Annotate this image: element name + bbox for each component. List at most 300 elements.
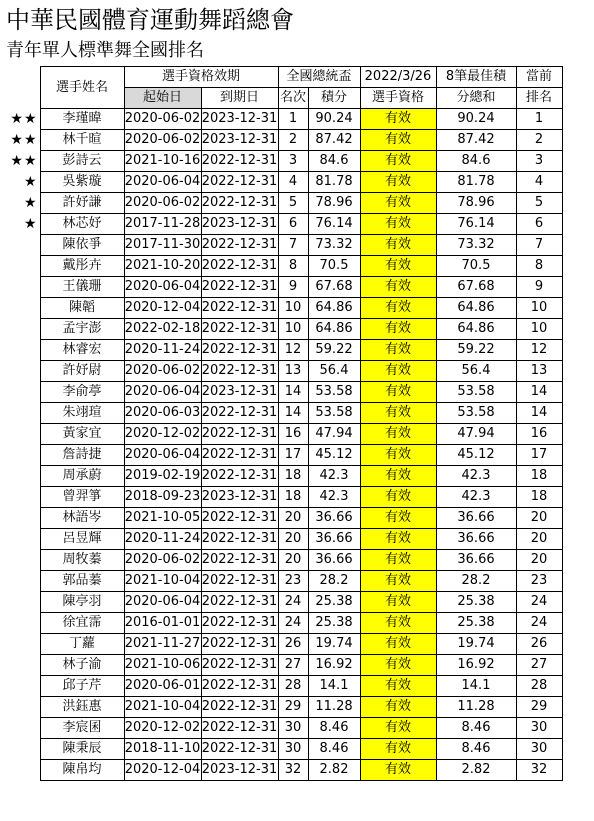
national-rank: 7 [278,235,308,256]
star-rating [4,676,40,697]
current-rank: 30 [516,739,562,760]
status-badge: 有效 [360,676,436,697]
star-rating [4,466,40,487]
star-rating [4,571,40,592]
player-name: 孟宇澎 [40,319,124,340]
current-rank: 1 [516,109,562,130]
player-name: 林子渝 [40,655,124,676]
player-name: 王儀珊 [40,277,124,298]
national-points: 36.66 [308,508,360,529]
header-start: 起始日 [124,88,201,109]
star-rating [4,739,40,760]
current-rank: 20 [516,550,562,571]
star-rating [4,487,40,508]
end-date: 2022-12-31 [201,193,278,214]
current-rank: 24 [516,613,562,634]
start-date: 2017-11-28 [124,214,201,235]
national-points: 78.96 [308,193,360,214]
table-body [4,109,562,781]
start-date: 2020-06-03 [124,403,201,424]
best8-total: 53.58 [436,403,516,424]
player-name: 曾羿箏 [40,487,124,508]
national-points: 36.66 [308,550,360,571]
status-badge: 有效 [360,277,436,298]
national-rank: 1 [278,109,308,130]
header-rank: 名次 [278,88,308,109]
start-date: 2021-10-16 [124,151,201,172]
star-rating [4,718,40,739]
header-points: 積分 [308,88,360,109]
best8-total: 53.58 [436,382,516,403]
national-rank: 2 [278,130,308,151]
table-row [4,571,562,592]
start-date: 2021-10-04 [124,571,201,592]
status-badge: 有效 [360,739,436,760]
star-rating [4,760,40,781]
best8-total: 36.66 [436,529,516,550]
best8-total: 67.68 [436,277,516,298]
current-rank: 9 [516,277,562,298]
status-badge: 有效 [360,382,436,403]
status-badge: 有效 [360,256,436,277]
current-rank: 17 [516,445,562,466]
end-date: 2022-12-31 [201,571,278,592]
status-badge: 有效 [360,529,436,550]
national-points: 28.2 [308,571,360,592]
status-badge: 有效 [360,151,436,172]
star-rating [4,424,40,445]
start-date: 2020-06-02 [124,109,201,130]
end-date: 2022-12-31 [201,298,278,319]
national-rank: 27 [278,655,308,676]
end-date: 2022-12-31 [201,319,278,340]
table-row [4,235,562,256]
national-rank: 18 [278,487,308,508]
end-date: 2022-12-31 [201,592,278,613]
national-points: 47.94 [308,424,360,445]
best8-total: 70.5 [436,256,516,277]
table-row [4,298,562,319]
current-rank: 8 [516,256,562,277]
best8-total: 42.3 [436,487,516,508]
national-rank: 24 [278,592,308,613]
player-name: 丁蘿 [40,634,124,655]
star-rating: ★ [23,174,38,190]
best8-total: 81.78 [436,172,516,193]
national-rank: 23 [278,571,308,592]
table-row [4,193,562,214]
start-date: 2018-09-23 [124,487,201,508]
player-name: 周牧蓁 [40,550,124,571]
best8-total: 87.42 [436,130,516,151]
start-date: 2020-12-04 [124,298,201,319]
best8-total: 16.92 [436,655,516,676]
end-date: 2022-12-31 [201,466,278,487]
current-rank: 30 [516,718,562,739]
header-status: 選手資格 [360,88,436,109]
national-points: 36.66 [308,529,360,550]
table-row [4,466,562,487]
status-badge: 有效 [360,298,436,319]
header-name: 選手姓名 [40,67,124,109]
end-date: 2022-12-31 [201,445,278,466]
best8-total: 36.66 [436,550,516,571]
national-rank: 4 [278,172,308,193]
page-subtitle: 青年單人標準舞全國排名 [6,40,204,61]
start-date: 2021-10-20 [124,256,201,277]
star-rating [4,256,40,277]
table-row [4,487,562,508]
end-date: 2022-12-31 [201,655,278,676]
national-rank: 20 [278,508,308,529]
table-row [4,403,562,424]
status-badge: 有效 [360,613,436,634]
national-rank: 9 [278,277,308,298]
status-badge: 有效 [360,760,436,781]
start-date: 2020-06-02 [124,193,201,214]
end-date: 2022-12-31 [201,361,278,382]
end-date: 2022-12-31 [201,340,278,361]
status-badge: 有效 [360,487,436,508]
star-rating: ★★ [10,111,38,127]
current-rank: 10 [516,298,562,319]
current-rank: 32 [516,760,562,781]
player-name: 朱翊瑄 [40,403,124,424]
status-badge: 有效 [360,571,436,592]
current-rank: 20 [516,529,562,550]
national-points: 70.5 [308,256,360,277]
national-points: 25.38 [308,592,360,613]
player-name: 戴彤卉 [40,256,124,277]
best8-total: 19.74 [436,634,516,655]
national-points: 14.1 [308,676,360,697]
player-name: 陳亭羽 [40,592,124,613]
player-name: 洪鈺惠 [40,697,124,718]
table-row [4,697,562,718]
end-date: 2022-12-31 [201,676,278,697]
best8-total: 42.3 [436,466,516,487]
start-date: 2020-06-04 [124,172,201,193]
star-rating [4,697,40,718]
status-badge: 有效 [360,718,436,739]
national-rank: 29 [278,697,308,718]
star-header-spacer [4,67,40,109]
end-date: 2022-12-31 [201,529,278,550]
star-rating [4,634,40,655]
header-end: 到期日 [201,88,278,109]
current-rank: 14 [516,403,562,424]
national-points: 64.86 [308,319,360,340]
national-rank: 28 [278,676,308,697]
star-rating [4,340,40,361]
current-rank: 14 [516,382,562,403]
national-points: 53.58 [308,403,360,424]
star-rating [4,592,40,613]
current-rank: 18 [516,466,562,487]
national-rank: 20 [278,529,308,550]
national-rank: 5 [278,193,308,214]
best8-total: 11.28 [436,697,516,718]
current-rank: 16 [516,424,562,445]
best8-total: 90.24 [436,109,516,130]
start-date: 2020-12-02 [124,718,201,739]
table-row [4,655,562,676]
national-rank: 17 [278,445,308,466]
table-row [4,739,562,760]
star-rating [4,655,40,676]
national-points: 84.6 [308,151,360,172]
national-rank: 30 [278,718,308,739]
national-rank: 13 [278,361,308,382]
player-name: 陳帛均 [40,760,124,781]
national-points: 19.74 [308,634,360,655]
start-date: 2021-10-05 [124,508,201,529]
national-points: 59.22 [308,340,360,361]
star-rating: ★★ [10,153,38,169]
national-points: 8.46 [308,739,360,760]
table-row [4,256,562,277]
star-rating [4,445,40,466]
start-date: 2021-11-27 [124,634,201,655]
national-points: 16.92 [308,655,360,676]
player-name: 林芯妤 [40,214,124,235]
national-rank: 12 [278,340,308,361]
best8-total: 28.2 [436,571,516,592]
table-row [4,151,562,172]
status-badge: 有效 [360,424,436,445]
current-rank: 13 [516,361,562,382]
status-badge: 有效 [360,697,436,718]
current-rank: 26 [516,634,562,655]
header-best8-line2: 分總和 [436,88,516,109]
table-row [4,277,562,298]
table-row [4,172,562,193]
start-date: 2021-10-06 [124,655,201,676]
start-date: 2020-06-02 [124,130,201,151]
star-rating [4,235,40,256]
national-points: 42.3 [308,466,360,487]
status-badge: 有效 [360,193,436,214]
national-points: 53.58 [308,382,360,403]
end-date: 2022-12-31 [201,613,278,634]
player-name: 林睿宏 [40,340,124,361]
star-rating [4,403,40,424]
national-rank: 18 [278,466,308,487]
start-date: 2022-02-18 [124,319,201,340]
status-badge: 有效 [360,466,436,487]
table-row [4,214,562,235]
table-row [4,424,562,445]
status-badge: 有效 [360,634,436,655]
current-rank: 24 [516,592,562,613]
header-best8-line1: 8筆最佳積 [436,67,516,88]
end-date: 2023-12-31 [201,109,278,130]
end-date: 2022-12-31 [201,277,278,298]
start-date: 2020-06-02 [124,361,201,382]
end-date: 2023-12-31 [201,130,278,151]
national-points: 76.14 [308,214,360,235]
best8-total: 45.12 [436,445,516,466]
current-rank: 6 [516,214,562,235]
table-row [4,613,562,634]
table-row [4,109,562,130]
status-badge: 有效 [360,508,436,529]
player-name: 周承蔚 [40,466,124,487]
national-rank: 30 [278,739,308,760]
current-rank: 27 [516,655,562,676]
best8-total: 84.6 [436,151,516,172]
table-row [4,361,562,382]
player-name: 吳紫璇 [40,172,124,193]
player-name: 郭品蓁 [40,571,124,592]
best8-total: 73.32 [436,235,516,256]
national-points: 11.28 [308,697,360,718]
player-name: 陳韜 [40,298,124,319]
national-points: 81.78 [308,172,360,193]
current-rank: 18 [516,487,562,508]
player-name: 陳秉辰 [40,739,124,760]
status-badge: 有效 [360,592,436,613]
end-date: 2022-12-31 [201,172,278,193]
end-date: 2022-12-31 [201,550,278,571]
header-national: 全國總統盃 [278,67,360,88]
end-date: 2022-12-31 [201,151,278,172]
best8-total: 25.38 [436,592,516,613]
national-points: 67.68 [308,277,360,298]
star-rating: ★★ [10,132,38,148]
start-date: 2020-11-24 [124,529,201,550]
player-name: 林千暄 [40,130,124,151]
current-rank: 23 [516,571,562,592]
table-row [4,676,562,697]
national-points: 90.24 [308,109,360,130]
star-rating [4,319,40,340]
national-rank: 26 [278,634,308,655]
status-badge: 有效 [360,235,436,256]
best8-total: 76.14 [436,214,516,235]
national-points: 73.32 [308,235,360,256]
best8-total: 59.22 [436,340,516,361]
player-name: 許妤謙 [40,193,124,214]
national-points: 25.38 [308,613,360,634]
player-name: 林語岑 [40,508,124,529]
end-date: 2022-12-31 [201,235,278,256]
table-row [4,508,562,529]
table-row [4,634,562,655]
national-rank: 8 [278,256,308,277]
best8-total: 64.86 [436,298,516,319]
player-name: 李宸囷 [40,718,124,739]
national-points: 8.46 [308,718,360,739]
national-rank: 10 [278,298,308,319]
current-rank: 3 [516,151,562,172]
status-badge: 有效 [360,655,436,676]
start-date: 2020-06-04 [124,382,201,403]
end-date: 2022-12-31 [201,424,278,445]
current-rank: 5 [516,193,562,214]
start-date: 2021-10-04 [124,697,201,718]
star-rating [4,298,40,319]
end-date: 2023-12-31 [201,487,278,508]
status-badge: 有效 [360,550,436,571]
best8-total: 2.82 [436,760,516,781]
star-rating [4,361,40,382]
status-badge: 有效 [360,214,436,235]
best8-total: 56.4 [436,361,516,382]
table-row [4,550,562,571]
header-current-line1: 當前 [516,67,562,88]
player-name: 陳依爭 [40,235,124,256]
start-date: 2020-06-04 [124,592,201,613]
header-eligibility: 選手資格效期 [124,67,278,88]
table-row [4,529,562,550]
national-rank: 24 [278,613,308,634]
star-rating: ★ [23,195,38,211]
status-badge: 有效 [360,130,436,151]
table-row [4,382,562,403]
best8-total: 36.66 [436,508,516,529]
current-rank: 29 [516,697,562,718]
best8-total: 78.96 [436,193,516,214]
national-points: 45.12 [308,445,360,466]
start-date: 2016-01-01 [124,613,201,634]
national-points: 56.4 [308,361,360,382]
national-rank: 16 [278,424,308,445]
table-row [4,718,562,739]
table-row [4,340,562,361]
national-rank: 3 [278,151,308,172]
national-points: 2.82 [308,760,360,781]
end-date: 2022-12-31 [201,697,278,718]
end-date: 2022-12-31 [201,718,278,739]
star-rating [4,550,40,571]
best8-total: 8.46 [436,718,516,739]
start-date: 2020-12-02 [124,424,201,445]
start-date: 2020-11-24 [124,340,201,361]
player-name: 彭詩云 [40,151,124,172]
player-name: 邱子芹 [40,676,124,697]
best8-total: 47.94 [436,424,516,445]
national-points: 42.3 [308,487,360,508]
star-rating [4,529,40,550]
national-points: 87.42 [308,130,360,151]
best8-total: 25.38 [436,613,516,634]
player-name: 詹詩捷 [40,445,124,466]
start-date: 2018-11-10 [124,739,201,760]
table-row [4,445,562,466]
table-row [4,760,562,781]
best8-total: 64.86 [436,319,516,340]
status-badge: 有效 [360,361,436,382]
current-rank: 12 [516,340,562,361]
header-current-line2: 排名 [516,88,562,109]
status-badge: 有效 [360,109,436,130]
current-rank: 2 [516,130,562,151]
national-rank: 32 [278,760,308,781]
start-date: 2020-06-04 [124,445,201,466]
best8-total: 14.1 [436,676,516,697]
start-date: 2020-06-02 [124,550,201,571]
current-rank: 4 [516,172,562,193]
best8-total: 8.46 [436,739,516,760]
start-date: 2020-06-01 [124,676,201,697]
end-date: 2022-12-31 [201,508,278,529]
start-date: 2020-12-04 [124,760,201,781]
player-name: 呂昱輝 [40,529,124,550]
end-date: 2022-12-31 [201,256,278,277]
star-rating [4,508,40,529]
table-row [4,592,562,613]
